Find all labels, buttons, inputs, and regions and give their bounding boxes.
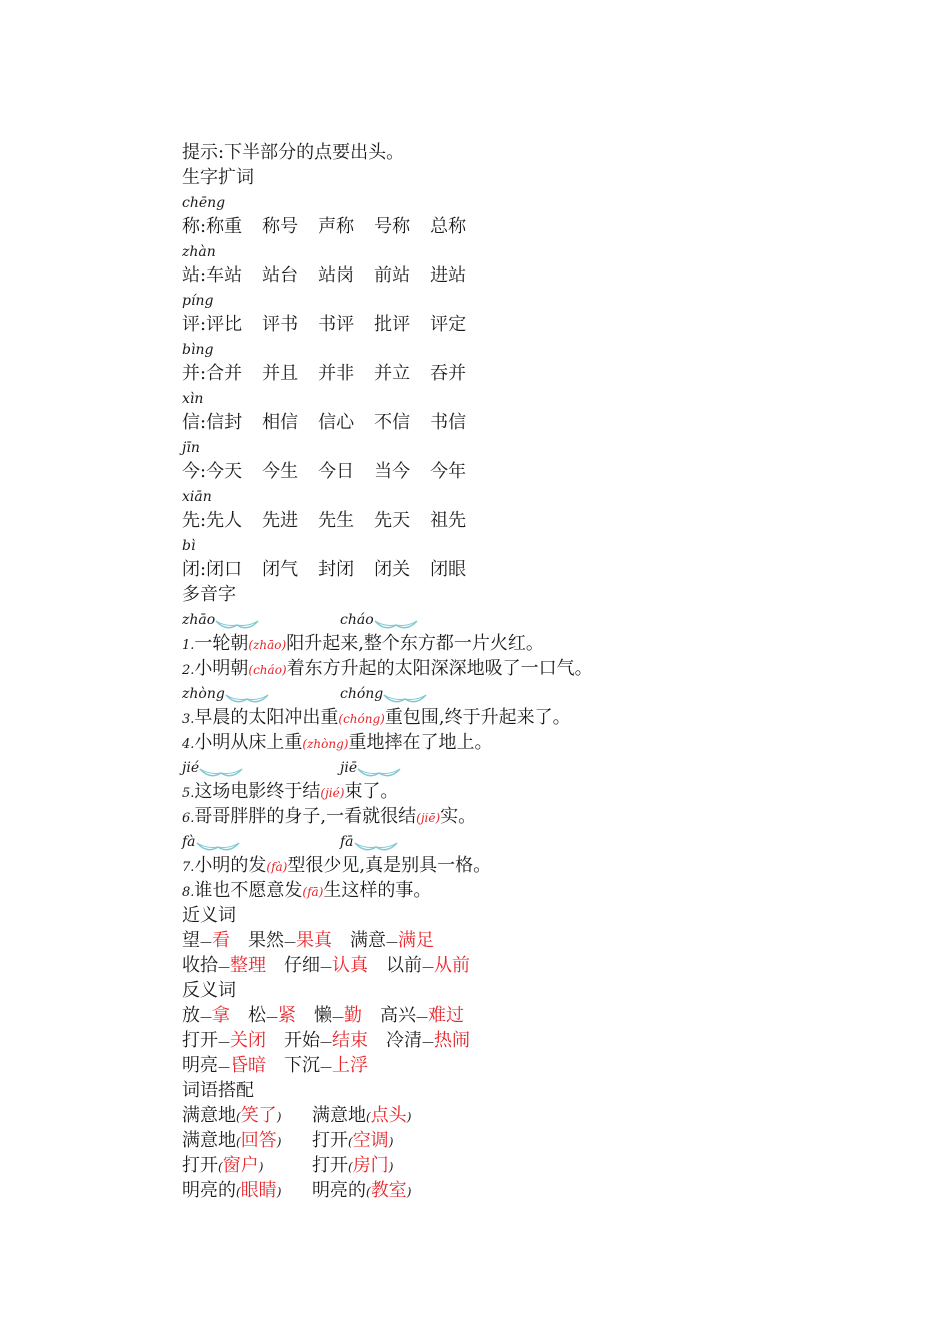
pinyin-option [182,755,340,781]
dash: — [416,1010,428,1024]
pinyin-label: chēng [182,195,226,211]
sentence-number: 7. [182,860,195,875]
char-row [182,214,902,239]
char-word: 闭眼 [430,559,467,580]
char-row [182,361,902,386]
dash: — [386,935,398,949]
antonym-row [182,1028,902,1053]
collocation-item [182,1128,312,1155]
pinyin-label: bì [182,538,196,554]
sentence-number: 3. [182,712,195,727]
sentence-number: 1. [182,638,195,653]
section-heading-collocation: 词语搭配 [182,1080,254,1101]
polyphonic-pinyin-row [182,607,902,631]
char-word: 评定 [430,314,467,335]
polyphonic-pinyin-row [182,755,902,779]
answer-word: 紧 [278,1005,296,1026]
char-row [182,557,902,582]
pinyin-label: xìn [182,391,204,407]
answer-word: 认真 [332,955,368,976]
char-word: 进站 [430,265,467,286]
paren: ( [236,1135,241,1149]
char-row [182,263,902,288]
word: 满意地 [182,1130,236,1151]
word: 打开 [182,1030,218,1051]
answer-pinyin: (jié) [320,786,345,800]
word: 高兴 [380,1005,416,1026]
word: 仔细 [284,955,320,976]
sentence-text: 重包围,终于升起来了。 [384,707,571,728]
antonym-list [182,1003,902,1078]
paren: ) [406,1185,412,1199]
sentence-number: 4. [182,737,195,752]
answer-word: 回答 [240,1130,277,1151]
pinyin-label: zhòng [182,686,225,702]
dash: — [320,1060,332,1074]
pinyin-label: xiān [182,489,212,505]
antonym-row [182,1003,902,1028]
pinyin-label: píng [182,293,214,309]
word: 满意 [350,930,386,951]
sentence-text: 阳升起来,整个东方都一片火红。 [286,633,544,654]
char-word: 评书 [262,314,299,335]
paren: ) [276,1185,282,1199]
paren: ) [276,1135,282,1149]
char-word: 并非 [318,363,355,384]
sentence-number: 8. [182,885,195,900]
dash: — [218,1035,230,1049]
paren: ( [366,1110,371,1124]
sentence-text: 着东方升起的太阳深深地吸了一口气。 [286,658,593,679]
collocation-item [182,1178,312,1205]
answer-word: 热闹 [434,1030,470,1051]
char-word: 相信 [262,412,299,433]
word: 满意地 [182,1105,236,1126]
word: 冷清 [386,1030,422,1051]
answer-word: 勤 [344,1005,362,1026]
hint-text: 提示:下半部分的点要出头。 [182,142,405,163]
pinyin-option [182,681,340,707]
word: 望 [182,930,200,951]
pinyin-label: jiē [340,760,358,776]
section-heading-polyphonic: 多音字 [182,584,236,605]
collocation-item [312,1103,411,1130]
answer-word: 上浮 [332,1055,368,1076]
sentence-text: 这场电影终于结 [194,781,321,802]
dash: — [200,935,212,949]
sentence-text: 一轮朝 [194,633,249,654]
char-word: 评:评比 [182,314,243,335]
collocation-item [312,1153,393,1180]
pinyin-label: zhàn [182,244,216,260]
wave-icon [196,836,240,848]
polyphonic-sentence [182,878,902,903]
word: 打开 [312,1155,348,1176]
dash: — [320,960,332,974]
polyphonic-sentence [182,705,902,730]
char-word: 先天 [374,510,411,531]
char-row [182,410,902,435]
collocation-item [312,1128,393,1155]
char-expansion-list [182,190,902,582]
char-word: 站岗 [318,265,355,286]
pinyin-label: chóng [340,686,384,702]
section-heading-expand: 生字扩词 [182,167,254,188]
word: 懒 [314,1005,332,1026]
char-row [182,312,902,337]
pinyin-label: fā [340,834,354,850]
sentence-text: 实。 [440,806,477,827]
paren: ) [388,1135,394,1149]
sentence-number: 2. [182,663,195,678]
polyphonic-pinyin-row [182,681,902,705]
answer-pinyin: (fà) [266,860,288,874]
dash: — [422,1035,434,1049]
word: 打开 [182,1155,218,1176]
pinyin-label: zhāo [182,612,216,628]
dash: — [332,1010,344,1024]
word: 明亮 [182,1055,218,1076]
polyphonic-list [182,607,902,903]
char-word: 封闭 [318,559,355,580]
sentence-number: 5. [182,786,195,801]
char-word: 前站 [374,265,411,286]
collocation-list [182,1103,902,1203]
sentence-text: 生这样的事。 [323,880,432,901]
sentence-text: 小明的发 [194,855,267,876]
word: 开始 [284,1030,320,1051]
paren: ) [406,1110,412,1124]
sentence-text: 型很少见,真是别具一格。 [287,855,492,876]
answer-pinyin: (fā) [302,885,324,899]
paren: ( [236,1185,241,1199]
collocation-item [312,1178,411,1205]
collocation-row [182,1103,902,1128]
answer-word: 房门 [352,1155,389,1176]
answer-word: 拿 [212,1005,230,1026]
char-word: 站:车站 [182,265,243,286]
paren: ) [388,1160,394,1174]
wave-icon [215,614,259,626]
collocation-item [182,1153,312,1180]
char-word: 先进 [262,510,299,531]
sentence-text: 早晨的太阳冲出重 [194,707,339,728]
char-word: 闭:闭口 [182,559,243,580]
char-word: 今日 [318,461,355,482]
word: 以前 [386,955,422,976]
char-word: 站台 [262,265,299,286]
polyphonic-sentence [182,804,902,829]
char-word: 并且 [262,363,299,384]
pinyin-option [340,681,427,707]
char-word: 并:合并 [182,363,243,384]
word: 打开 [312,1130,348,1151]
dash: — [218,960,230,974]
worksheet [182,140,902,1203]
answer-word: 眼睛 [240,1180,277,1201]
char-word: 不信 [374,412,411,433]
answer-pinyin: (cháo) [248,663,287,677]
char-word: 今生 [262,461,299,482]
sentence-number: 6. [182,811,195,826]
char-word: 称:称重 [182,216,243,237]
synonym-row [182,953,902,978]
char-word: 祖先 [430,510,467,531]
answer-word: 笑了 [240,1105,277,1126]
answer-pinyin: (jiē) [416,811,441,825]
word: 满意地 [312,1105,366,1126]
pinyin-option [182,829,340,855]
pinyin-option [340,829,398,855]
char-word: 先:先人 [182,510,243,531]
pinyin-label: fà [182,834,196,850]
synonym-row [182,928,902,953]
answer-word: 果真 [296,930,332,951]
char-word: 并立 [374,363,411,384]
answer-pinyin: (zhòng) [302,737,349,751]
dash: — [266,1010,278,1024]
answer-pinyin: (chóng) [338,712,385,726]
polyphonic-sentence [182,853,902,878]
char-word: 今:今天 [182,461,243,482]
pinyin-option [340,607,418,633]
answer-pinyin: (zhāo) [248,638,287,652]
word: 收拾 [182,955,218,976]
wave-icon [383,688,427,700]
antonym-row [182,1053,902,1078]
paren: ( [348,1135,353,1149]
dash: — [200,1010,212,1024]
word: 下沉 [284,1055,320,1076]
word: 明亮的 [182,1180,236,1201]
collocation-row [182,1178,902,1203]
wave-icon [354,836,398,848]
polyphonic-sentence [182,730,902,755]
answer-word: 窗户 [222,1155,259,1176]
wave-icon [225,688,269,700]
char-word: 批评 [374,314,411,335]
paren: ( [348,1160,353,1174]
synonym-list [182,928,902,978]
char-row [182,508,902,533]
wave-icon [357,762,401,774]
pinyin-option [340,755,401,781]
section-heading-antonyms: 反义词 [182,980,236,1001]
section-heading-synonyms: 近义词 [182,905,236,926]
answer-word: 从前 [434,955,470,976]
sentence-text: 谁也不愿意发 [194,880,303,901]
answer-word: 难过 [428,1005,464,1026]
dash: — [218,1060,230,1074]
answer-word: 点头 [370,1105,407,1126]
word: 果然 [248,930,284,951]
word: 放 [182,1005,200,1026]
dash: — [320,1035,332,1049]
answer-word: 教室 [370,1180,407,1201]
char-word: 今年 [430,461,467,482]
collocation-row [182,1153,902,1178]
wave-icon [199,762,243,774]
char-word: 吞并 [430,363,467,384]
dash: — [422,960,434,974]
word: 松 [248,1005,266,1026]
paren: ( [236,1110,241,1124]
char-row [182,459,902,484]
word: 明亮的 [312,1180,366,1201]
wave-icon [374,614,418,626]
answer-word: 整理 [230,955,266,976]
char-word: 信:信封 [182,412,243,433]
char-word: 书信 [430,412,467,433]
pinyin-label: jīn [182,440,200,456]
collocation-item [182,1103,312,1130]
pinyin-label: jié [182,760,200,776]
char-word: 闭关 [374,559,411,580]
polyphonic-sentence [182,779,902,804]
char-word: 号称 [374,216,411,237]
char-word: 声称 [318,216,355,237]
char-word: 先生 [318,510,355,531]
answer-word: 结束 [332,1030,368,1051]
char-word: 信心 [318,412,355,433]
answer-word: 关闭 [230,1030,266,1051]
paren: ) [276,1110,282,1124]
polyphonic-sentence [182,631,902,656]
answer-word: 看 [212,930,230,951]
paren: ) [258,1160,264,1174]
sentence-text: 小明朝 [194,658,249,679]
polyphonic-pinyin-row [182,829,902,853]
collocation-row [182,1128,902,1153]
char-word: 称号 [262,216,299,237]
pinyin-option [182,607,340,633]
sentence-text: 小明从床上重 [194,732,303,753]
dash: — [284,935,296,949]
pinyin-label: bìng [182,342,214,358]
answer-word: 空调 [352,1130,389,1151]
sentence-text: 束了。 [344,781,399,802]
sentence-text: 重地摔在了地上。 [348,732,493,753]
answer-word: 昏暗 [230,1055,266,1076]
char-word: 闭气 [262,559,299,580]
pinyin-label: cháo [340,612,374,628]
paren: ( [366,1185,371,1199]
sentence-text: 哥哥胖胖的身子,一看就很结 [194,806,417,827]
char-word: 书评 [318,314,355,335]
polyphonic-sentence [182,656,902,681]
char-word: 总称 [430,216,467,237]
paren: ( [218,1160,223,1174]
answer-word: 满足 [398,930,434,951]
char-word: 当今 [374,461,411,482]
